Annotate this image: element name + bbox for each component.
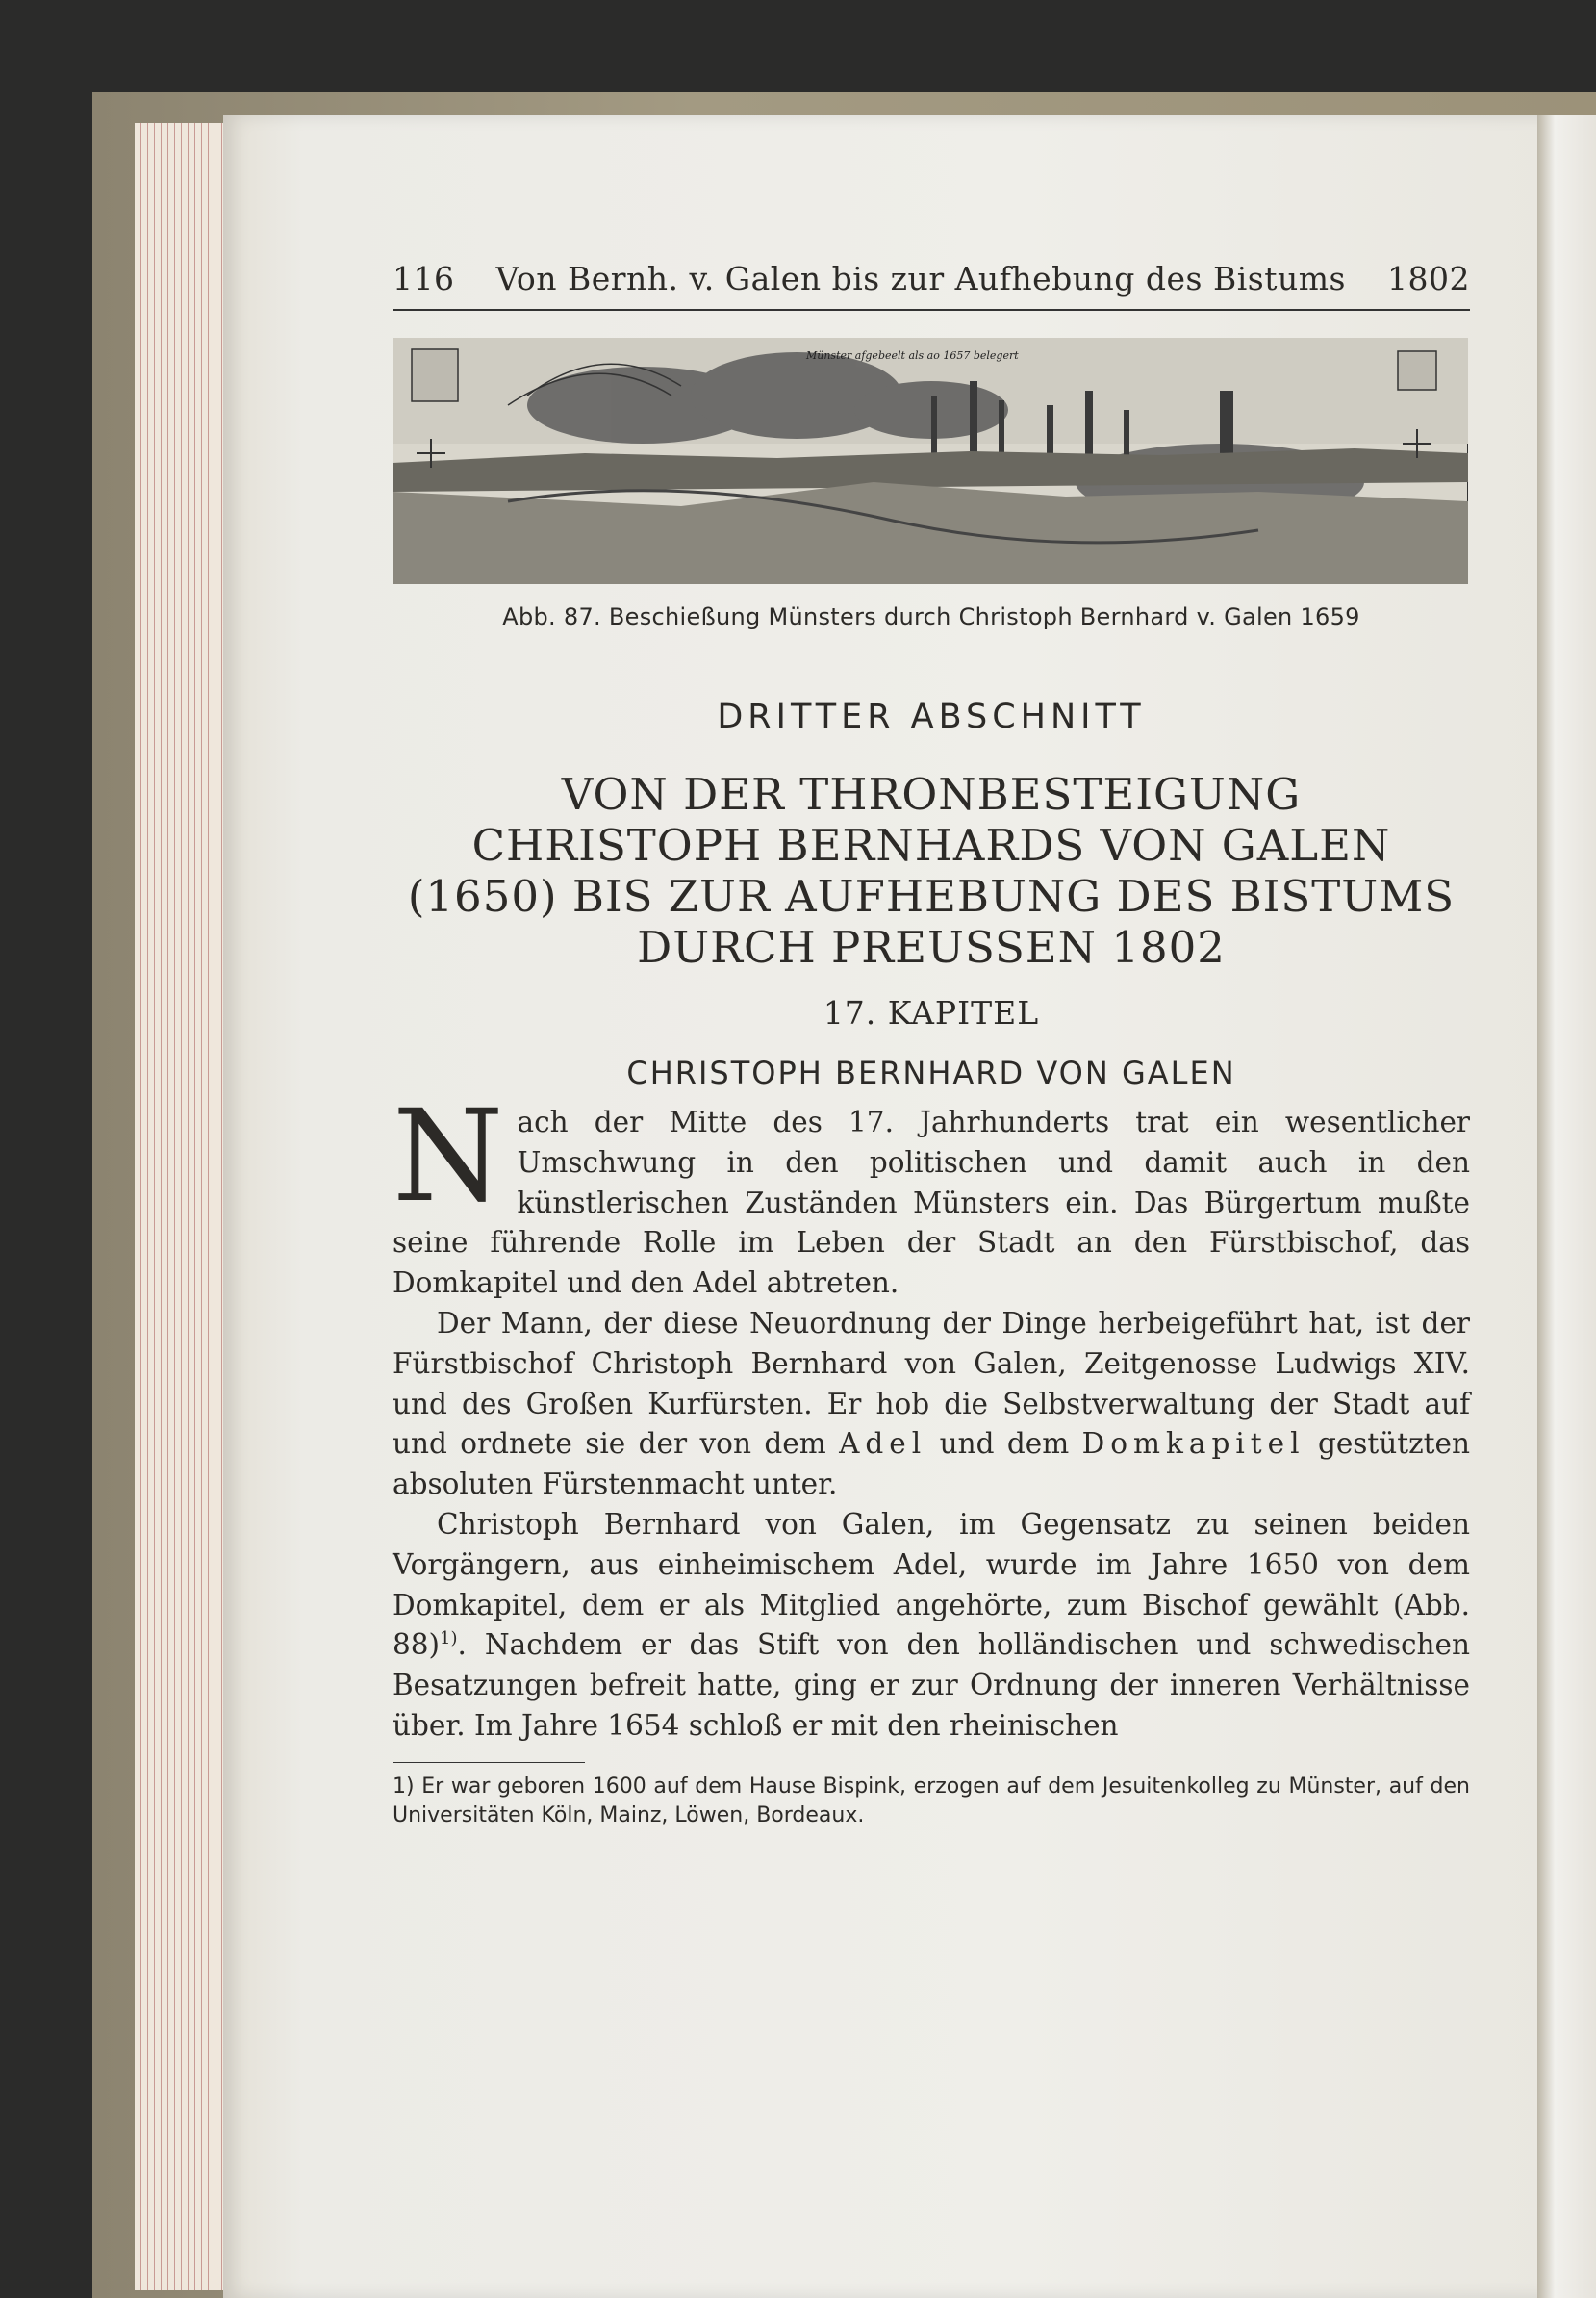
paragraph-text: gestützten absoluten Fürstenmacht unter. [393,1427,1470,1501]
body-text [393,1083,1470,1747]
paragraph [393,1304,1470,1505]
spaced-word: Adel [839,1427,927,1461]
part-title-line: CHRISTOPH BERNHARDS VON GALEN [471,820,1391,871]
page-number: 116 [393,260,455,297]
section-label: DRITTER ABSCHNITT [717,698,1146,736]
paragraph-text: Der Mann, der diese Neuordnung der Dinge herbeigeführt hat, ist der Fürstbischof Christoph Bernhard von Galen, Zeitgenosse Ludwigs XIV. und des Großen Kurfürsten. Er hob die Selbstverwaltung der Stadt auf und ordnete sie der von dem [393,1306,1470,1461]
paragraph [393,1083,1470,1304]
paragraph-text: . Nachdem er das Stift von den holländischen und schwedischen Besatzungen befreit hatte, ging er zur Ordnung der inneren Verhältnisse über. Im Jahre 1654 schloß er mit den rheinischen [393,1628,1470,1742]
running-year: 1802 [1387,260,1470,297]
paragraph-text: Christoph Bernhard von Galen, im Gegensatz zu seinen beiden Vorgängern, aus einheimischem Adel, wurde im Jahre 1650 von dem Domkapitel, dem er als Mitglied angehörte, zum Bischof gewählt (Abb. 88) [393,1507,1470,1662]
book-gutter [1537,115,1596,2298]
engraving-figure [393,338,1468,584]
paragraph [393,1505,1470,1747]
paragraph-text: ach der Mitte des 17. Jahrhunderts trat ein wesentlicher Umschwung in den politischen und damit auch in den künstlerischen Zuständen Münsters ein. Das Bürgertum mußte seine führende Rolle im Leben der Stadt an den Fürstbischof, das Domkapitel und den Adel abtreten. [393,1106,1470,1300]
part-title-line: VON DER THRONBESTEIGUNG [561,769,1302,820]
paragraph-text: und dem [926,1427,1082,1461]
spaced-word: Domkapitel [1081,1427,1305,1461]
part-title [393,769,1470,973]
engraving-inscription: Münster afgebeelt als ao 1657 belegert [806,349,1019,362]
part-title-line: (1650) BIS ZUR AUFHEBUNG DES BISTUMS [407,871,1456,922]
page-content [393,260,1470,1830]
footnote-divider [393,1762,585,1763]
drop-cap: N [393,1083,504,1231]
munster-bombardment-engraving [393,338,1468,584]
footnote-reference[interactable]: 1) [440,1628,458,1649]
part-title-line: DURCH PREUSSEN 1802 [637,922,1226,973]
running-title: Von Bernh. v. Galen bis zur Aufhebung des Bistums [495,260,1346,297]
footnote: 1) Er war geboren 1600 auf dem Hause Bispink, erzogen auf dem Jesuitenkolleg zu Münster, auf den Universitäten Köln, Mainz, Löwen, Bordeaux. [393,1774,1470,1827]
chapter-title: CHRISTOPH BERNHARD VON GALEN [626,1055,1236,1091]
chapter-number: 17. KAPITEL [823,994,1040,1032]
running-header [393,260,1470,311]
figure-caption: Abb. 87. Beschießung Münsters durch Christoph Bernhard v. Galen 1659 [502,603,1360,630]
